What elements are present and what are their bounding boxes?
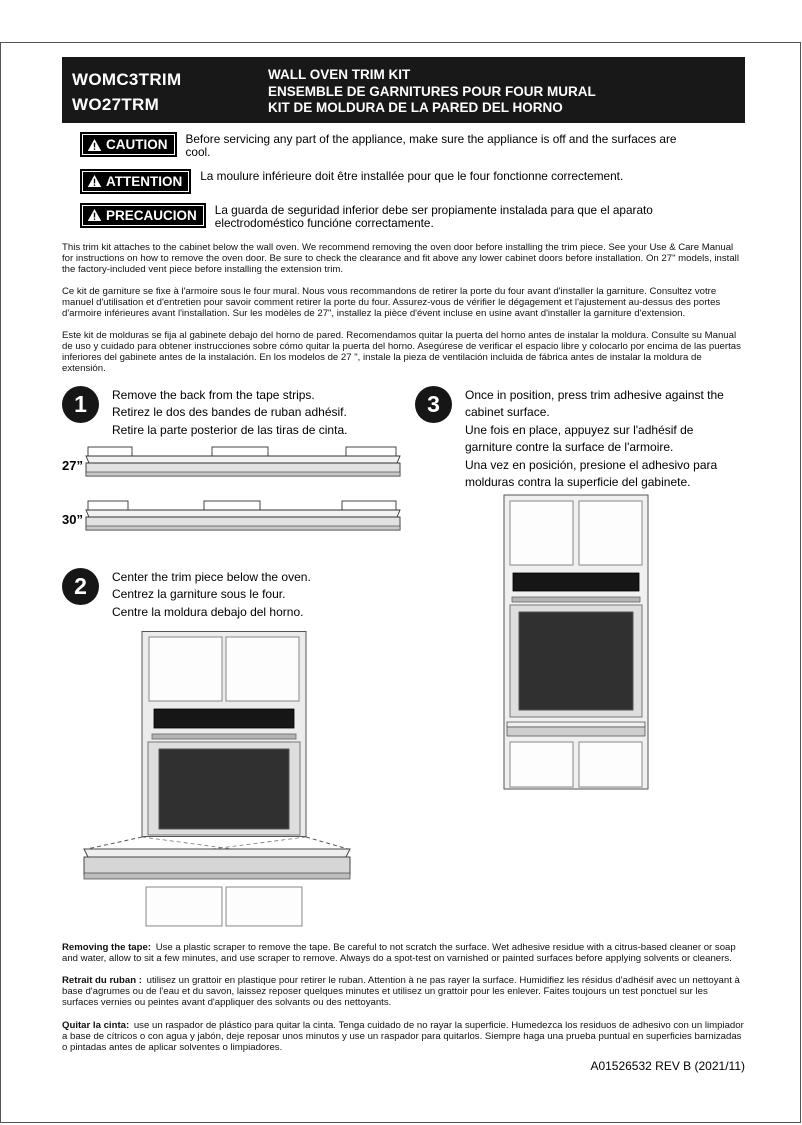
caution-badge <box>80 132 177 157</box>
attention-label: ATTENTION <box>106 173 183 189</box>
step-2-line-es: Centre la moldura debajo del horno. <box>112 604 304 619</box>
note-fr-lead: Retrait du ruban : <box>62 975 142 987</box>
oven-installed-diagram <box>503 494 653 794</box>
document-number: A01526532 REV B (2021/11) <box>590 1059 745 1074</box>
model-numbers <box>72 64 268 117</box>
warning-triangle-icon <box>87 174 102 188</box>
note-fr <box>62 975 745 1009</box>
attention-badge <box>80 169 191 194</box>
caution-text: Before servicing any part of the appliance, make sure the appliance is off and the surfaces are cool. <box>185 132 677 160</box>
warning-row-attention <box>62 169 745 194</box>
header-bar <box>62 57 745 123</box>
trim-strip-30-diagram <box>84 500 402 536</box>
note-es-text: use un raspador de plástico para quitar la cinta. Tenga cuidado de no rayar la superficie. Humedezca los residuos de adhesivo con un limpiador a base de cítricos o con agua y jabón, deje reposar unos minutos y use un raspador para quitarlos. Siempre haga una prueba puntual en superficies barnizadas o pintadas antes de aplicar solventes o limpiadores. <box>62 1019 744 1054</box>
precaucion-text: La guarda de seguridad inferior debe ser propiamente instalada para que el aparato electrodoméstico funcióne correctamente. <box>214 202 653 231</box>
warning-triangle-icon <box>87 138 102 152</box>
step-3-line-es: Una vez en posición, presione el adhesivo para molduras contra la superficie del gabinete. <box>465 457 718 490</box>
warning-row-precaucion <box>62 203 745 231</box>
note-es <box>62 1020 745 1054</box>
size-label-30: 30” <box>62 511 83 527</box>
step-2 <box>62 568 311 622</box>
note-en <box>62 942 745 964</box>
page-content <box>62 57 745 1073</box>
note-fr-text: utilisez un grattoir en plastique pour retirer le ruban. Attention à ne pas rayer la surface. Humidifiez les résidus d'adhésif avec un nettoyant à base d'agrumes ou de l'eau et du savon, laissez reposer quelques minutes et utilisez un grattoir pour les enlever. Faites toujours un test ponctuel sur les surfaces vernies ou peintes avant d'appliquer des solvants ou des nettoyants. <box>62 975 740 1009</box>
step-3-line-en: Once in position, press trim adhesive against the cabinet surface. <box>465 387 724 420</box>
step-2-text <box>99 568 311 622</box>
note-en-lead: Removing the tape: <box>62 941 152 953</box>
step-2-number-badge: 2 <box>62 568 99 605</box>
intro-paragraph-es: Este kit de molduras se fija al gabinete debajo del horno de pared. Recomendamos quitar la puerta del horno antes de instalar la moldura. Consulte su Manual de uso y cuidado para obtener instrucciones sobre cómo quitar la puerta del horno. Asegúrese de verificar el espacio libre y colocarlo por encima de las puertas inferiores del gabinete antes de la instalación. En los modelos de 27 ", instale la pieza de ventilación incluida de fábrica antes de instalar la moldura de extensión. <box>62 329 741 374</box>
step-3-line-fr: Une fois en place, appuyez sur l'adhésif de garniture contre la surface de l'armoire. <box>465 422 694 455</box>
trim-strip-27-diagram <box>84 446 402 482</box>
precaucion-label: PRECAUCION <box>106 207 197 223</box>
step-3-number-badge: 3 <box>415 386 452 423</box>
note-en-text: Use a plastic scraper to remove the tape. Be careful to not scratch the surface. Wet adhesive residue with a citrus-based cleaner or soap and water, allow to sit a few minutes, and use scraper to remove. Always do a spot-test on varnished or painted surfaces before applying solvents or cleaners. <box>62 941 736 964</box>
warning-row-caution <box>62 132 745 160</box>
model-number-1: WOMC3TRIM <box>72 70 182 89</box>
title-en: WALL OVEN TRIM KIT <box>268 67 411 82</box>
tape-removal-notes <box>62 942 745 1054</box>
step-1-text <box>99 386 347 440</box>
precaucion-badge <box>80 203 206 228</box>
step-2-line-en: Center the trim piece below the oven. <box>112 569 311 584</box>
step-1-line-es: Retire la parte posterior de las tiras de cinta. <box>112 422 348 437</box>
steps-and-diagrams <box>62 386 745 931</box>
oven-exploded-diagram <box>82 631 372 931</box>
note-es-lead: Quitar la cinta: <box>62 1019 130 1031</box>
title-fr: ENSEMBLE DE GARNITURES POUR FOUR MURAL <box>268 83 596 99</box>
warning-triangle-icon <box>87 208 102 222</box>
step-2-line-fr: Centrez la garniture sous le four. <box>112 587 286 602</box>
step-1-line-fr: Retirez le dos des bandes de ruban adhésif. <box>112 405 347 420</box>
title-es: KIT DE MOLDURA DE LA PARED DEL HORNO <box>268 100 563 115</box>
caution-label: CAUTION <box>106 137 168 152</box>
step-1-line-en: Remove the back from the tape strips. <box>112 387 315 402</box>
step-1-number-badge: 1 <box>62 386 99 423</box>
step-1 <box>62 386 347 440</box>
step-3-text <box>452 386 739 492</box>
size-label-27: 27” <box>62 457 83 473</box>
attention-text: La moulure inférieure doit être installée pour que le four fonctionne correctement. <box>200 168 624 183</box>
intro-paragraph-fr: Ce kit de garniture se fixe à l'armoire sous le four mural. Nous vous recommandons de retirer la porte du four avant d'installer la garniture. Consultez votre manuel d'utilisation et d'entretien pour savoir comment retirer la porte du four. Assurez-vous de vérifier le dégagement et l'ajustement au-dessus des portes d'armoire inférieures avant l'installation. Sur les modèles de 27", installez la pièce d'évent incluse en usine avant d'installer la garniture d'extension. <box>62 285 721 319</box>
step-3 <box>415 386 739 492</box>
model-number-2: WO27TRM <box>72 95 160 114</box>
intro-paragraph-en: This trim kit attaches to the cabinet below the wall oven. We recommend removing the oven door before installing the trim piece. See your Use & Care Manual for instructions on how to remove the oven door. Be sure to check the clearance and fit above any lower cabinet doors before installation. On 27" models, install the factory-included vent piece before installing the extension trim. <box>62 241 739 275</box>
document-titles <box>268 64 596 117</box>
